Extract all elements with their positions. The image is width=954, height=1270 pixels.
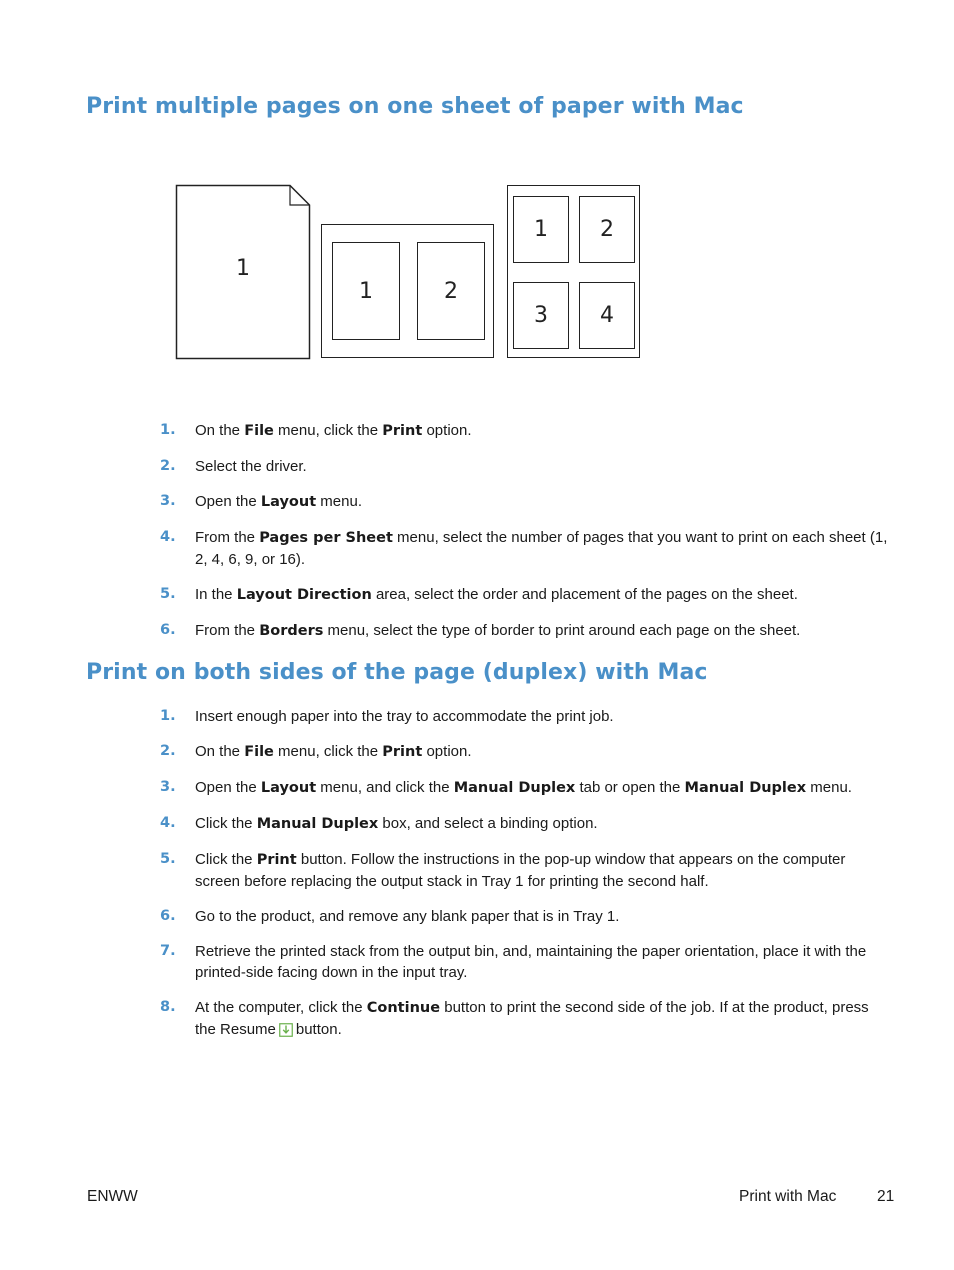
page-number: 21 (877, 1188, 895, 1205)
step-text: button. Follow the instructions in the pop-up window that appears on the computer screen before replacing the output stack in Tray 1 for printing the second half. (195, 851, 846, 890)
step-ui-term: Print (256, 852, 297, 868)
step-number: 7. (160, 943, 176, 959)
single-page-sheet (175, 184, 311, 360)
step-text: option. (422, 422, 472, 439)
step-text: button. (295, 1021, 342, 1038)
four-up-page-1: 1 (513, 196, 569, 263)
step-item (160, 527, 890, 570)
step-ui-term: Layout (260, 780, 317, 796)
four-up-page-3: 3 (513, 282, 569, 349)
step-number: 2. (160, 743, 176, 759)
resume-icon (279, 1022, 293, 1043)
step-item (160, 741, 890, 763)
step-item (160, 491, 890, 513)
step-text: Insert enough paper into the tray to accommodate the print job. (195, 708, 614, 725)
footer-doc-code: ENWW (87, 1188, 138, 1205)
footer-chapter-title: Print with Mac (739, 1188, 837, 1205)
two-up-sheet (321, 224, 494, 358)
section-heading-duplex: Print on both sides of the page (duplex) with Mac (86, 660, 708, 685)
step-text: Click the (195, 851, 257, 868)
step-number: 3. (160, 493, 176, 509)
step-item (160, 997, 890, 1043)
step-number: 6. (160, 908, 176, 924)
step-ui-term: Print (382, 744, 423, 760)
step-item (160, 813, 890, 835)
step-text: tab or open the (575, 779, 685, 796)
step-item (160, 906, 890, 927)
step-text: In the (195, 586, 237, 603)
step-ui-term: Manual Duplex (256, 816, 379, 832)
four-up-sheet (507, 185, 640, 358)
step-text: On the (195, 422, 245, 439)
step-ui-term: Layout (260, 494, 317, 510)
step-ui-term: Continue (366, 1000, 441, 1016)
step-text: menu, and click the (316, 779, 454, 796)
step-item (160, 777, 890, 799)
step-item (160, 620, 890, 642)
step-number: 5. (160, 851, 176, 867)
step-ui-term: Manual Duplex (453, 780, 576, 796)
step-ui-term: File (244, 423, 274, 439)
step-text: Go to the product, and remove any blank paper that is in Tray 1. (195, 908, 620, 925)
step-text: menu, click the (273, 422, 383, 439)
step-item (160, 706, 890, 727)
multiple-pages-steps (160, 420, 890, 642)
step-text: menu. (316, 493, 362, 510)
step-text: option. (422, 743, 472, 760)
step-text: Click the (195, 815, 257, 832)
duplex-steps (160, 706, 890, 1043)
step-text: menu, select the type of border to print around each page on the sheet. (323, 622, 801, 639)
step-text: Retrieve the printed stack from the output bin, and, maintaining the paper orientation, place it with the printed-side facing down in the input tray. (195, 943, 867, 981)
step-ui-term: Print (382, 423, 423, 439)
pages-per-sheet-illustration (175, 184, 645, 360)
two-up-page-1: 1 (332, 242, 400, 340)
step-number: 6. (160, 622, 176, 638)
step-item (160, 849, 890, 892)
section-heading-multiple-pages: Print multiple pages on one sheet of paper with Mac (86, 94, 744, 119)
step-text: From the (195, 529, 260, 546)
step-text: button to print the second side of the job. If at the product, press the Resume (195, 999, 869, 1038)
step-text: menu. (806, 779, 852, 796)
step-ui-term: Layout Direction (236, 587, 372, 603)
step-number: 4. (160, 529, 176, 545)
step-item (160, 584, 890, 606)
four-up-page-2: 2 (579, 196, 635, 263)
step-text: box, and select a binding option. (378, 815, 598, 832)
step-ui-term: Manual Duplex (684, 780, 807, 796)
step-text: From the (195, 622, 260, 639)
step-text: Open the (195, 779, 261, 796)
step-number: 4. (160, 815, 176, 831)
step-text: Open the (195, 493, 261, 510)
step-number: 1. (160, 422, 176, 438)
step-item (160, 456, 890, 477)
step-number: 8. (160, 999, 176, 1015)
step-item (160, 420, 890, 442)
step-ui-term: Borders (259, 623, 324, 639)
single-page-number: 1 (236, 256, 250, 281)
four-up-page-4: 4 (579, 282, 635, 349)
step-number: 3. (160, 779, 176, 795)
step-text: At the computer, click the (195, 999, 367, 1016)
step-number: 2. (160, 458, 176, 474)
two-up-page-2: 2 (417, 242, 485, 340)
step-number: 5. (160, 586, 176, 602)
step-text: On the (195, 743, 245, 760)
step-text: menu, select the number of pages that you want to print on each sheet (1, 2, 4, 6, 9, or 16). (195, 529, 888, 568)
step-item (160, 941, 890, 983)
step-text: area, select the order and placement of the pages on the sheet. (371, 586, 798, 603)
step-number: 1. (160, 708, 176, 724)
step-ui-term: File (244, 744, 274, 760)
step-text: Select the driver. (195, 458, 307, 475)
step-ui-term: Pages per Sheet (259, 530, 393, 546)
step-text: menu, click the (273, 743, 383, 760)
